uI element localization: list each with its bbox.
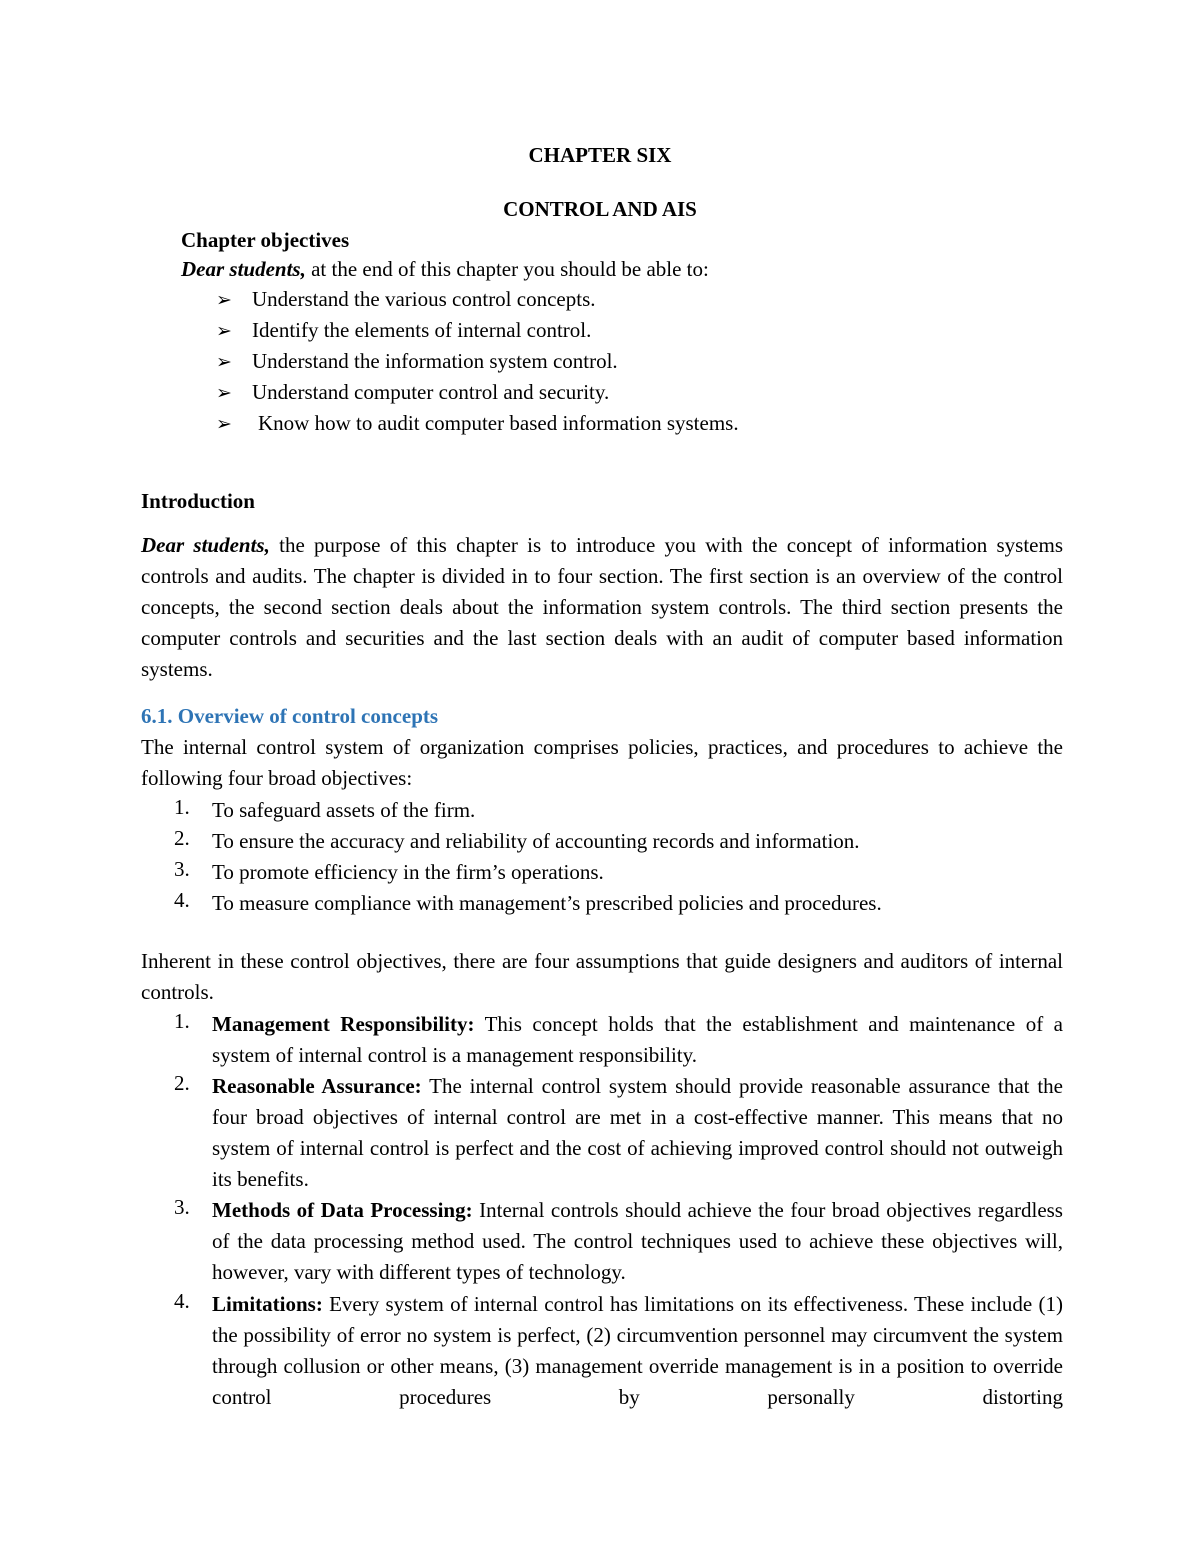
list-number: 2.	[174, 826, 190, 850]
objectives-intro	[181, 257, 709, 282]
section-paragraph: The internal control system of organization comprises policies, practices, and procedures to achieve the following four broad objectives:	[141, 735, 1063, 790]
introduction-lead: Dear students,	[141, 533, 270, 557]
list-number: 1.	[174, 1009, 190, 1033]
objective-bullet	[216, 411, 739, 436]
arrow-right-icon: ➢	[216, 413, 232, 435]
list-number: 3.	[174, 1195, 190, 1219]
list-number: 3.	[174, 857, 190, 881]
objective-text: Identify the elements of internal control.	[252, 318, 592, 342]
assumption-text: Internal controls should achieve the four broad objectives regardless of the data processing method used. The control techniques used to achieve these objectives will, however, vary with different types of technology.	[212, 1198, 1063, 1284]
list-item	[212, 1289, 1063, 1413]
section-heading: 6.1. Overview of control concepts	[141, 704, 439, 728]
list-item: To safeguard assets of the firm.	[212, 798, 476, 822]
objective-text: Know how to audit computer based information systems.	[258, 411, 739, 435]
assumption-text: The internal control system should provide reasonable assurance that the four broad objectives of internal control are met in a cost-effective manner. This means that no system of internal control is perfect and the cost of achieving improved control should not outweigh its benefits.	[212, 1074, 1063, 1191]
assumptions-intro: Inherent in these control objectives, there are four assumptions that guide designers and auditors of internal controls.	[141, 949, 1063, 1004]
assumption-term: Management Responsibility:	[212, 1012, 475, 1036]
arrow-right-icon: ➢	[216, 289, 232, 311]
assumption-text: Every system of internal control has limitations on its effectiveness. These include (1) the possibility of error no system is perfect, (2) circumvention personnel may circumvent the system through collusion or other means, (3) management override management is in a position to override control procedures by personally distorting	[212, 1292, 1063, 1409]
introduction-text: the purpose of this chapter is to introduce you with the concept of information systems controls and audits. The chapter is divided in to four section. The first section is an overview of the control concepts, the second section deals about the information system controls. The third section presents the computer controls and securities and the last section deals with an audit of computer based information systems.	[141, 533, 1063, 681]
arrow-right-icon: ➢	[216, 320, 232, 342]
objective-bullet	[216, 287, 596, 312]
arrow-right-icon: ➢	[216, 351, 232, 373]
objective-bullet	[216, 318, 591, 343]
list-item: To ensure the accuracy and reliability of accounting records and information.	[212, 829, 860, 853]
chapter-title: CONTROL AND AIS	[503, 197, 697, 221]
objective-text: Understand computer control and security.	[252, 380, 610, 404]
objective-text: Understand the information system control.	[252, 349, 618, 373]
assumption-term: Methods of Data Processing:	[212, 1198, 473, 1222]
list-number: 4.	[174, 1289, 190, 1313]
list-number: 4.	[174, 888, 190, 912]
arrow-right-icon: ➢	[216, 382, 232, 404]
list-item: To promote efficiency in the firm’s operations.	[212, 860, 604, 884]
introduction-paragraph	[141, 530, 1063, 685]
list-number: 1.	[174, 795, 190, 819]
list-item	[212, 1071, 1063, 1195]
objectives-heading: Chapter objectives	[181, 228, 350, 252]
list-item: To measure compliance with management’s prescribed policies and procedures.	[212, 891, 882, 915]
assumption-term: Limitations:	[212, 1292, 323, 1316]
objective-bullet	[216, 380, 609, 405]
objective-text: Understand the various control concepts.	[252, 287, 596, 311]
list-item	[212, 1009, 1063, 1071]
introduction-heading: Introduction	[141, 489, 255, 513]
assumption-text: This concept holds that the establishment and maintenance of a system of internal control is a management responsibility.	[212, 1012, 1063, 1067]
objectives-intro-text: at the end of this chapter you should be able to:	[305, 257, 709, 281]
objectives-intro-lead: Dear students,	[181, 257, 306, 281]
chapter-number: CHAPTER SIX	[528, 143, 672, 167]
objective-bullet	[216, 349, 618, 374]
list-number: 2.	[174, 1071, 190, 1095]
assumption-term: Reasonable Assurance:	[212, 1074, 422, 1098]
list-item	[212, 1195, 1063, 1288]
